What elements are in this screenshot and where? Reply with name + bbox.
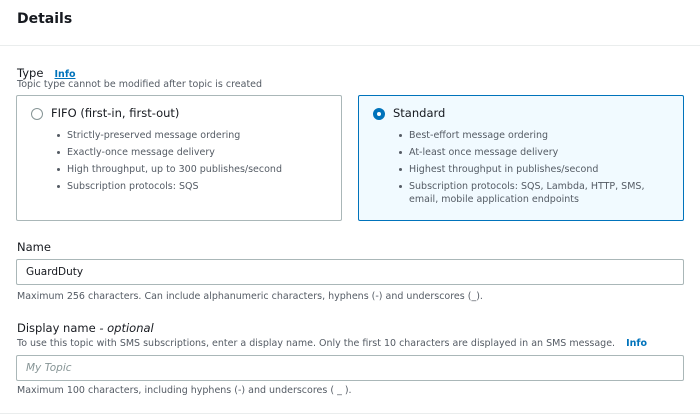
fifo-type-card[interactable] — [16, 95, 342, 221]
list-item: Subscription protocols: SQS — [67, 178, 282, 195]
display-name-label — [17, 321, 154, 335]
name-input[interactable] — [16, 259, 684, 285]
name-constraint-hint: Maximum 256 characters. Can include alphanumeric characters, hyphens (-) and underscores (_). — [17, 291, 483, 302]
panel-header — [0, 0, 700, 46]
fifo-title: FIFO (first-in, first-out) — [51, 106, 180, 120]
list-item: Highest throughput in publishes/second — [409, 161, 659, 178]
list-item: Strictly-preserved message ordering — [67, 127, 282, 144]
standard-feature-list — [409, 127, 659, 206]
section-title: Details — [17, 11, 73, 27]
name-label: Name — [17, 240, 51, 254]
fifo-feature-list — [67, 127, 282, 195]
display-name-description — [17, 338, 647, 349]
list-item: High throughput, up to 300 publishes/second — [67, 161, 282, 178]
optional-tag: - optional — [99, 321, 154, 335]
list-item: Exactly-once message delivery — [67, 144, 282, 161]
list-item: Best-effort message ordering — [409, 127, 659, 144]
display-name-constraint-hint: Maximum 100 characters, including hyphens (-) and underscores ( _ ). — [17, 385, 352, 396]
list-item: Subscription protocols: SQS, Lambda, HTTP, SMS, email, mobile application endpoints — [409, 180, 659, 206]
bottom-divider — [0, 413, 700, 414]
list-item: At-least once message delivery — [409, 144, 659, 161]
standard-title: Standard — [393, 106, 446, 120]
display-name-info-link[interactable]: Info — [626, 338, 648, 349]
display-name-description-text: To use this topic with SMS subscriptions, enter a display name. Only the first 10 characters are displayed in an SMS message. — [17, 338, 616, 349]
display-name-input[interactable] — [16, 355, 684, 381]
fifo-radio[interactable] — [31, 108, 43, 120]
standard-radio[interactable] — [373, 108, 385, 120]
display-name-label-text: Display name — [17, 321, 96, 335]
type-info-link[interactable]: Info — [54, 69, 76, 80]
type-description: Topic type cannot be modified after topic is created — [17, 79, 263, 90]
type-label: Type — [17, 66, 44, 80]
standard-type-card[interactable] — [358, 95, 684, 221]
